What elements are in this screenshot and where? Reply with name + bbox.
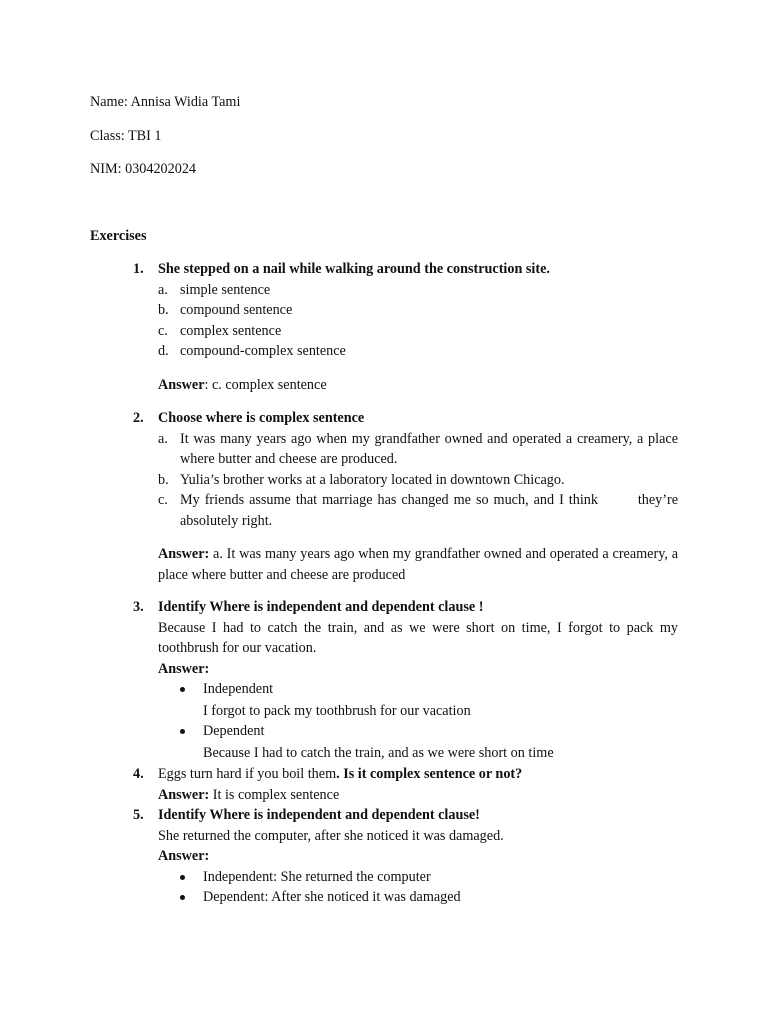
answer-label: Answer [158,376,205,393]
question-text: She stepped on a nail while walking around the construction site. [158,261,550,277]
options-list [158,429,678,532]
question-number: 2. [133,410,144,426]
options-list [158,280,678,362]
answer-label: Answer: [158,660,210,677]
question-5 [133,805,678,908]
question-number: 5. [133,807,144,823]
question-text: Identify Where is independent and dependent clause ! [158,599,484,615]
bullet-item: Dependent Because I had to catch the train, and as we were short on time [158,721,678,763]
option-item: a. It was many years ago when my grandfather owned and operated a creamery, a place where butter and cheese are produced. [158,430,678,467]
option-item: d. compound-complex sentence [158,343,346,359]
question-2 [133,408,678,585]
student-class: Class: TBI 1 [90,128,162,144]
bullet-list [158,679,678,763]
question-text: Choose where is complex sentence [158,410,365,426]
answer-label: Answer: [158,786,210,803]
question-number: 1. [133,261,144,277]
answer: Answer: c. complex sentence [158,376,327,393]
bullet-item: Dependent: After she noticed it was damaged [158,887,678,908]
section-title: Exercises [90,228,147,244]
question-sentence: Because I had to catch the train, and as we were short on time, I forgot to pack my toothbrush for our vacation. [158,619,678,656]
bullet-item: Independent I forgot to pack my toothbrush for our vacation [158,679,678,721]
option-item: c. My friends assume that marriage has changed me so much, and I think they’re absolutely right. [158,492,678,529]
question-3 [133,597,678,763]
option-item: c. complex sentence [158,322,282,339]
answer: Answer: It is complex sentence [158,786,340,803]
question-text: Identify Where is independent and dependent clause! [158,807,480,823]
student-name: Name: Annisa Widia Tami [90,94,241,110]
option-item: a. simple sentence [158,281,271,298]
answer-label: Answer: [158,546,210,562]
question-1 [133,259,678,395]
answer: Answer: a. It was many years ago when my grandfather owned and operated a creamery, a place where butter and cheese are produced [158,546,678,583]
question-number: 3. [133,599,144,615]
question-text: Eggs turn hard if you boil them. Is it complex sentence or not? [158,766,523,782]
bullet-list [158,867,678,908]
student-nim: NIM: 0304202024 [90,161,197,177]
bullet-item: Independent: She returned the computer [158,867,678,888]
answer-label: Answer: [158,848,210,864]
question-sentence: She returned the computer, after she noticed it was damaged. [158,827,504,844]
option-item: b. compound sentence [158,302,293,318]
question-number: 4. [133,766,144,782]
option-item: b. Yulia’s brother works at a laboratory located in downtown Chicago. [158,471,565,488]
question-4 [133,764,678,805]
